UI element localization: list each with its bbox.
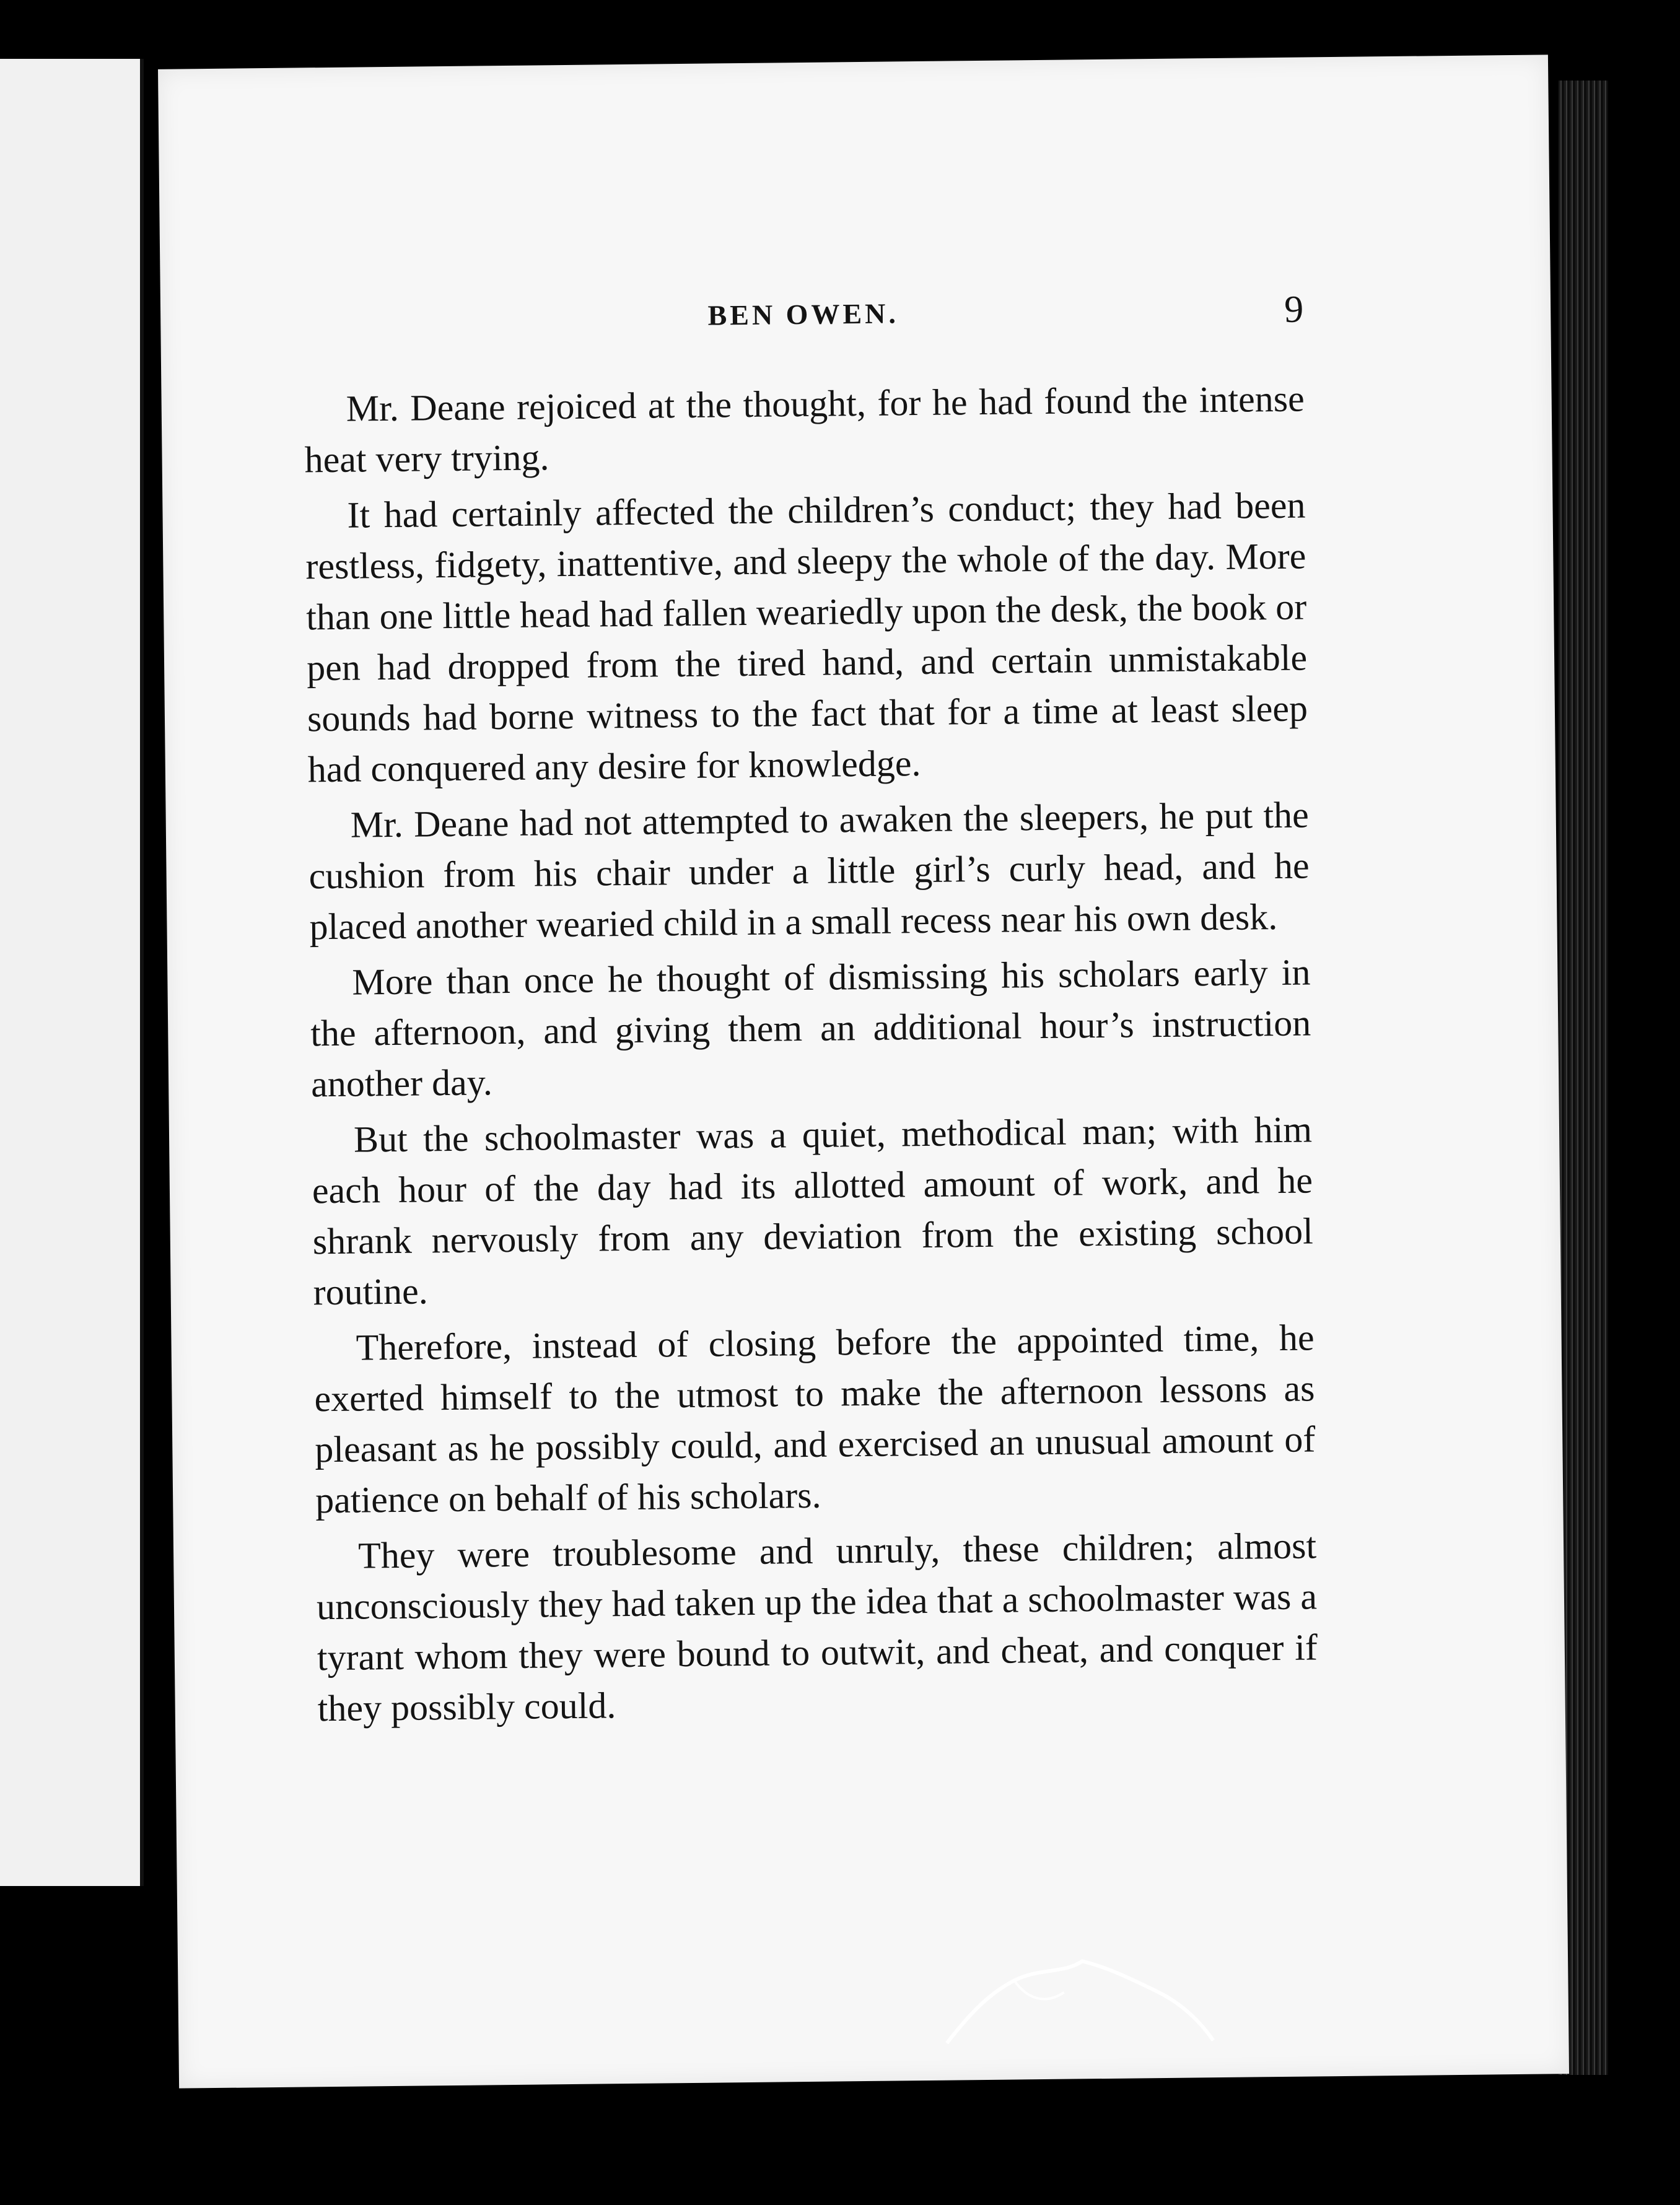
paragraph: It had certainly affected the children’s conduct; they had been restless, fidgety, inattentive, and sleepy the whole of the day. More than one little head had fallen weariedly upon the desk, the book or pen had dropped from the tired hand, and certain unmistakable sounds had borne witness to the fact that for a time at least sleep had conquered any desire for knowledge. [305,484,1308,790]
running-title: BEN OWEN. [707,297,899,331]
page-number: 9 [1284,288,1304,331]
paragraph: But the schoolmaster was a quiet, methodical man; with him each hour of the day had its allotted amount of work, and he shrank nervously from any deviation from the existing school routine. [312,1109,1314,1313]
paragraph: They were troublesome and unruly, these children; almost unconsciously they had taken up the idea that a schoolmaster was a tyrant whom they were bound to outwit, and cheat, and conquer if they possibly could. [316,1525,1318,1729]
paragraph: Mr. Deane had not attempted to awaken the sleepers, he put the cushion from his chair under a little girl’s curly head, and he placed another wearied child in a small recess near his own desk. [308,794,1310,948]
facing-page-strip [0,59,144,1886]
book-page [158,55,1569,2088]
page-edges [1559,81,1608,2075]
body-text [304,373,1318,1739]
paragraph: Mr. Deane rejoiced at the thought, for he had found the intense heat very trying. [304,378,1305,481]
paper-scuff-mark [921,1954,1232,2050]
paragraph: More than once he thought of dismissing his scholars early in the afternoon, and giving them an additional hour’s instruction another day. [310,951,1311,1105]
paragraph: Therefore, instead of closing before the appointed time, he exerted himself to the utmost to make the afternoon lessons as pleasant as he possibly could, and exercised an unusual amount of patience on behalf of his scholars. [314,1317,1316,1521]
running-header [303,288,1304,359]
